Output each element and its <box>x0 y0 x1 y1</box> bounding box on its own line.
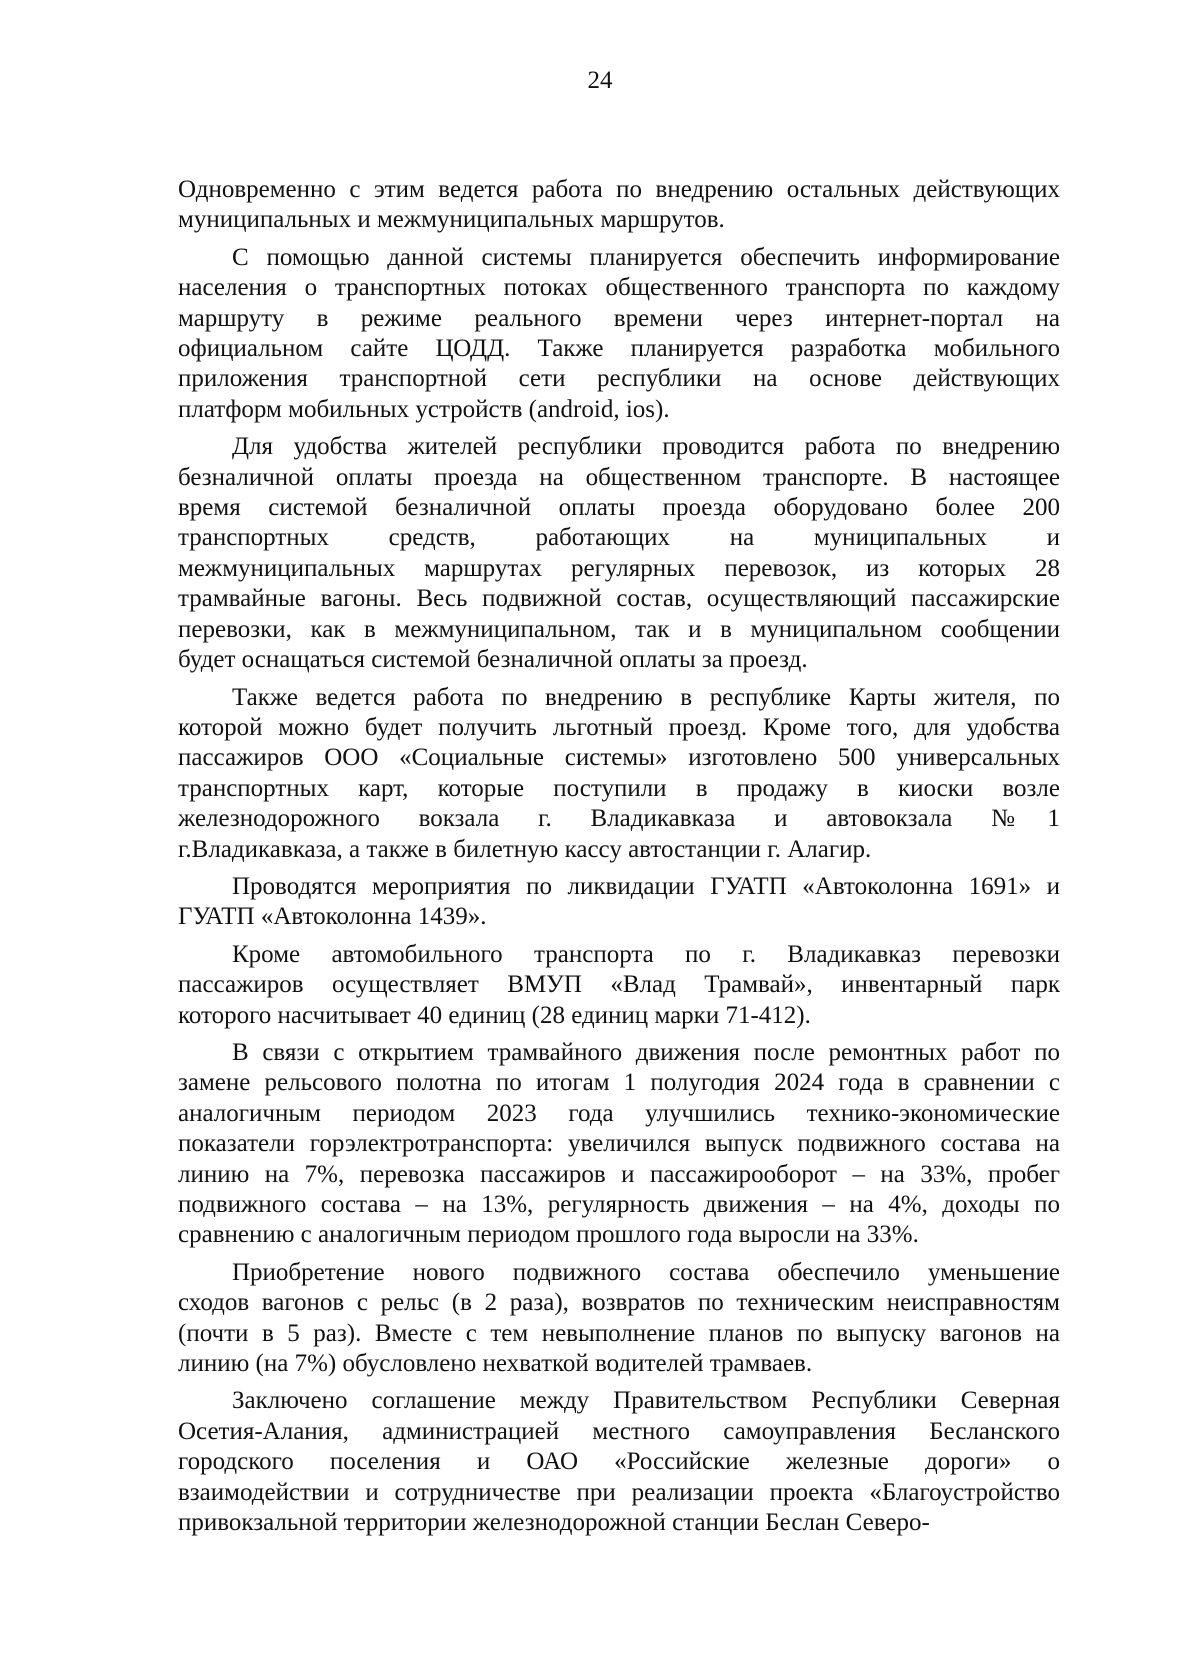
text-line: привокзальной территории железнодорожной станции Беслан Северо- <box>178 1509 930 1537</box>
paragraph <box>178 872 1060 933</box>
text-line: Осетия-Алания, администрацией местного самоуправления Бесланского <box>178 1417 1060 1445</box>
text-line: Одновременно с этим ведется работа по внедрению остальных действующих <box>178 176 1060 203</box>
text-line: Для удобства жителей республики проводится работа по внедрению <box>232 433 1060 461</box>
text-line: безналичной оплаты проезда на общественном транспорте. В настоящее <box>178 463 1060 491</box>
text-line: (почти в 5 раз). Вместе с тем невыполнение планов по выпуску вагонов на <box>178 1319 1060 1347</box>
text-line: Приобретение нового подвижного состава обеспечило уменьшение <box>232 1258 1060 1286</box>
paragraph <box>178 1258 1060 1380</box>
text-line: В связи с открытием трамвайного движения после ремонтных работ по <box>232 1038 1060 1066</box>
text-line: Заключено соглашение между Правительством Республики Северная <box>232 1387 1060 1415</box>
text-line: пассажиров ООО «Социальные системы» изготовлено 500 универсальных <box>178 744 1060 772</box>
text-line: линию (на 7%) обусловлено нехваткой водителей трамваев. <box>178 1350 813 1378</box>
paragraph <box>178 175 1060 236</box>
text-line: официальном сайте ЦОДД. Также планируется разработка мобильного <box>178 335 1060 363</box>
text-line: межмуниципальных маршрутах регулярных перевозок, из которых 28 <box>178 554 1060 582</box>
paragraph <box>178 432 1060 675</box>
text-line: Кроме автомобильного транспорта по г. Владикавказ перевозки <box>232 940 1060 968</box>
text-line: железнодорожного вокзала г. Владикавказа и автовокзала №1 <box>178 805 1060 833</box>
paragraph <box>178 940 1060 1031</box>
paragraph <box>178 243 1060 425</box>
text-line: аналогичным периодом 2023 года улучшились технико-экономические <box>178 1099 1060 1127</box>
text-line: перевозки, как в межмуниципальном, так и в муниципальном сообщении <box>178 615 1060 643</box>
text-line: Проводятся мероприятия по ликвидации ГУАТП «Автоколонна 1691» и <box>232 872 1060 900</box>
text-line: платформ мобильных устройств (android, ios). <box>178 395 670 423</box>
paragraph <box>178 1038 1060 1251</box>
text-line: замене рельсового полотна по итогам 1 полугодия 2024 года в сравнении с <box>178 1069 1060 1097</box>
text-line: линию на 7%, перевозка пассажиров и пассажирооборот – на 33%, пробег <box>178 1160 1060 1188</box>
text-line: транспортных карт, которые поступили в продажу в киоски возле <box>178 774 1060 802</box>
text-line: приложения транспортной сети республики на основе действующих <box>178 365 1060 393</box>
text-line: будет оснащаться системой безналичной оплаты за проезд. <box>178 646 808 674</box>
text-line: показатели горэлектротранспорта: увеличился выпуск подвижного состава на <box>178 1130 1060 1158</box>
text-line: сравнению с аналогичным периодом прошлого года выросли на 33%. <box>178 1221 919 1249</box>
text-line: подвижного состава – на 13%, регулярность движения – на 4%, доходы по <box>178 1191 1060 1218</box>
text-line: городского поселения и ОАО «Российские железные дороги» о <box>178 1448 1060 1476</box>
text-line: Также ведется работа по внедрению в республике Карты жителя, по <box>232 683 1060 711</box>
text-line: населения о транспортных потоках общественного транспорта по каждому <box>178 274 1060 302</box>
text-line: трамвайные вагоны. Весь подвижной состав, осуществляющий пассажирские <box>178 585 1060 613</box>
text-line: муниципальных и межмуниципальных маршрутов. <box>178 206 725 234</box>
paragraph <box>178 683 1060 865</box>
page-number: 24 <box>587 67 613 94</box>
paragraph <box>178 1386 1060 1538</box>
text-line: пассажиров осуществляет ВМУП «Влад Трамвай», инвентарный парк <box>178 971 1060 999</box>
text-line: г.Владикавказа, а также в билетную кассу автостанции г. Алагир. <box>178 835 872 863</box>
text-line: сходов вагонов с рельс (в 2 раза), возвратов по техническим неисправностям <box>178 1289 1060 1317</box>
body-text <box>178 175 1060 1538</box>
text-line: которой можно будет получить льготный проезд. Кроме того, для удобства <box>178 713 1060 741</box>
text-line: С помощью данной системы планируется обеспечить информирование <box>232 243 1060 271</box>
text-line: ГУАТП «Автоколонна 1439». <box>178 903 487 931</box>
text-line: транспортных средств, работающих на муниципальных и <box>178 524 1060 552</box>
text-line: взаимодействии и сотрудничестве при реализации проекта «Благоустройство <box>178 1478 1060 1506</box>
text-line: которого насчитывает 40 единиц (28 единиц марки 71-412). <box>178 1001 811 1029</box>
text-line: маршруту в режиме реального времени через интернет-портал на <box>178 304 1060 332</box>
text-line: время системой безналичной оплаты проезда оборудовано более 200 <box>178 494 1060 522</box>
